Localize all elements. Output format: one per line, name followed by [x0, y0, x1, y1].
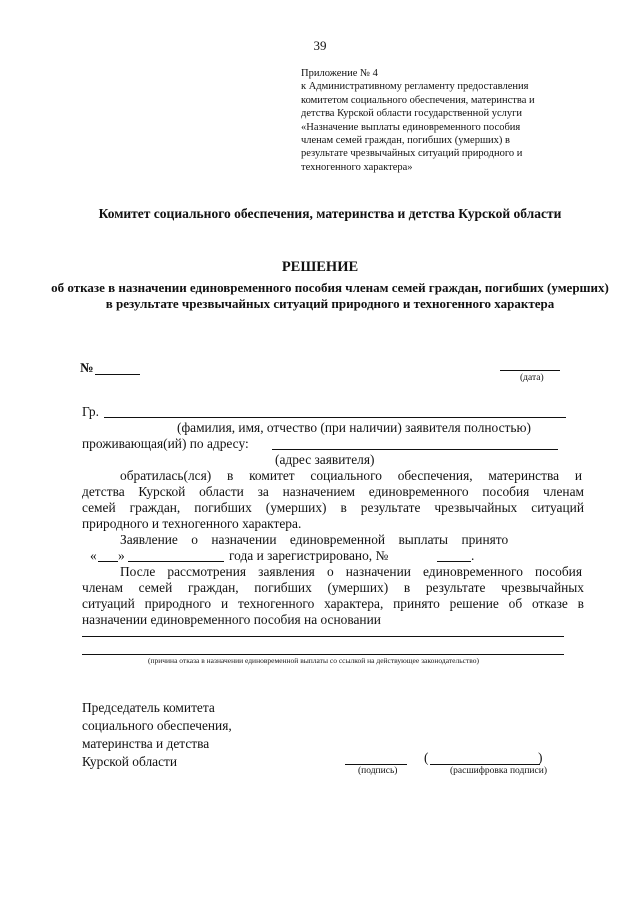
appendix-line: к Административному регламенту предоставления — [301, 81, 529, 93]
paragraph-line: ситуаций природного и техногенного характера, принято решение об отказе в — [82, 596, 584, 611]
appendix-note — [301, 67, 535, 174]
citizen-name-line — [104, 417, 566, 418]
reason-line — [82, 636, 564, 637]
citizen-label: Гр. — [82, 404, 99, 419]
date-caption: (дата) — [520, 373, 544, 383]
appendix-line: «Назначение выплаты единовременного пособия — [301, 121, 521, 133]
signature-line — [345, 764, 407, 765]
paragraph-line: членам семей граждан, погибших (умерших) в результате чрезвычайных — [82, 580, 584, 595]
quote-close: » — [118, 548, 125, 563]
paragraph-line: обратилась(лся) в комитет социального обеспечения, материнства и — [120, 468, 582, 483]
appendix-line: детства Курской области государственной услуги — [301, 108, 523, 120]
signatory-line: Председатель комитета — [82, 700, 215, 715]
appendix-line: членам семей граждан, погибших (умерших) в — [301, 135, 510, 147]
paragraph-line: природного и техногенного характера. — [82, 516, 302, 531]
organization-name: Комитет социального обеспечения, материнства и детства Курской области — [98, 206, 562, 221]
document-title: РЕШЕНИЕ — [281, 259, 359, 275]
registration-period: . — [471, 548, 475, 563]
month-field-line — [128, 561, 224, 562]
page-number: 39 — [313, 38, 327, 53]
quote-open: « — [90, 548, 97, 563]
reason-caption: (причина отказа в назначении единовременной выплаты со ссылкой на действующее законодательство) — [148, 656, 479, 665]
number-field-line — [95, 374, 140, 375]
signatory-line: материнства и детства — [82, 736, 210, 751]
decode-caption: (расшифровка подписи) — [450, 766, 547, 776]
document-subtitle: об отказе в назначении единовременного пособия членам семей граждан, погибших (умерших) в результате чрезвычайных ситуаций природного и техногенного характера — [51, 280, 609, 311]
signatory-line: Курской области — [82, 754, 178, 769]
day-field-line — [98, 561, 118, 562]
decode-signature-line — [430, 764, 540, 765]
address-caption: (адрес заявителя) — [275, 452, 375, 467]
paragraph-line: детства Курской области за назначением единовременного пособия членам — [82, 484, 584, 499]
paren-open: ( — [424, 750, 429, 765]
reason-line — [82, 654, 564, 655]
registration-number-line — [437, 561, 471, 562]
appendix-line: техногенного характера» — [301, 161, 413, 173]
paragraph-line: семей граждан, погибших (умерших) в результате чрезвычайных ситуаций — [82, 500, 584, 515]
signature-caption: (подпись) — [358, 766, 398, 776]
paragraph-line: После рассмотрения заявления о назначении единовременного пособия — [120, 564, 582, 579]
appendix-line: комитетом социального обеспечения, материнства и — [301, 94, 535, 106]
signatory-line: социального обеспечения, — [82, 718, 232, 733]
registration-text: года и зарегистрировано, № — [229, 548, 389, 563]
address-label: проживающая(ий) по адресу: — [82, 436, 249, 451]
citizen-caption: (фамилия, имя, отчество (при наличии) заявителя полностью) — [177, 420, 531, 435]
paren-close: ) — [538, 750, 543, 765]
paragraph-line: назначении единовременного пособия на основании — [82, 612, 381, 627]
appendix-line: результате чрезвычайных ситуаций природного и — [301, 148, 523, 160]
appendix-line: Приложение № 4 — [301, 68, 378, 79]
paragraph-line: Заявление о назначении единовременной выплаты принято — [120, 532, 509, 547]
address-line — [272, 449, 558, 450]
number-label: № — [80, 360, 94, 375]
date-field-line — [500, 370, 560, 371]
